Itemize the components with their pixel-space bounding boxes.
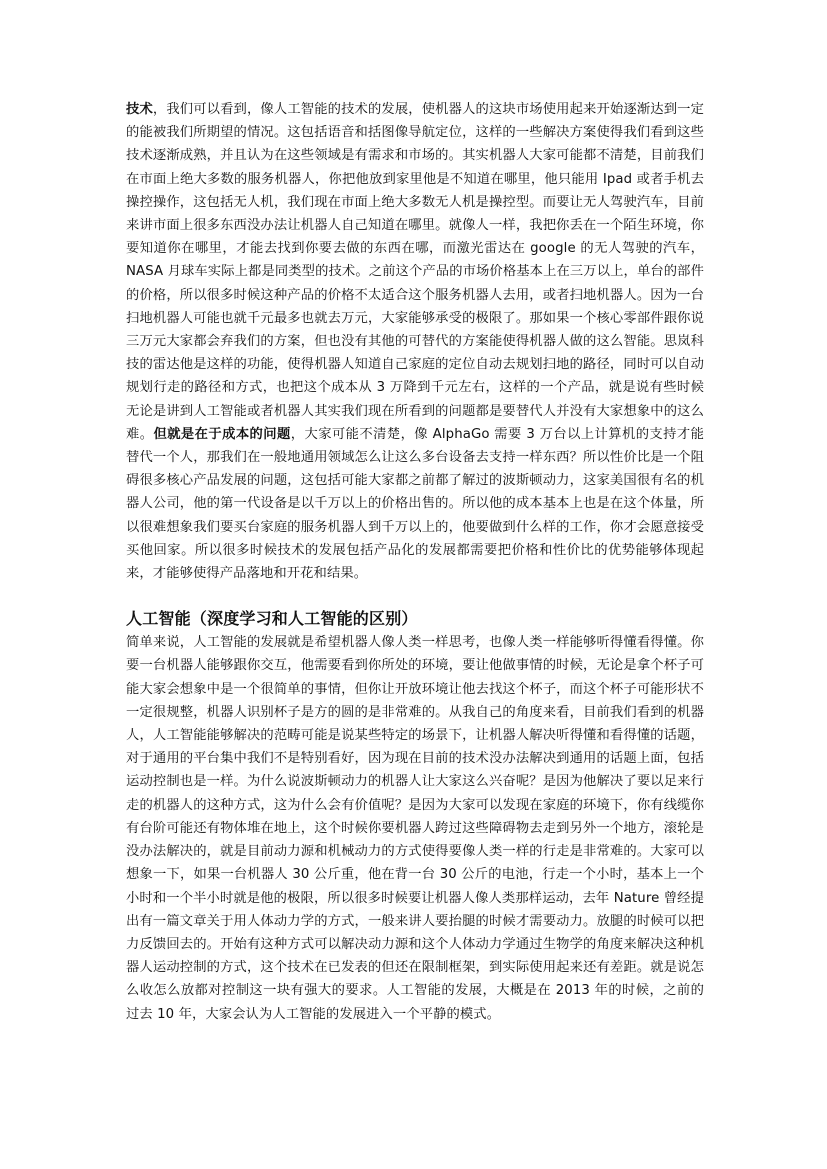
section-heading: 人工智能（深度学习和人工智能的区别） — [126, 609, 418, 629]
bold-lead-term: 技术 — [126, 102, 153, 117]
paragraph-text: ，大家可能不清楚，像 AlphaGo 需要 3 万台以上计算机的支持才能替代一个人，那我们在一般地通用领域怎么让这么多台设备去支持一样东西？所以性价比是一个阻碍很多核心产品发展的问题，这包括可能大家都之前都了解过的波斯顿动力，这家美国很有名的机器人公司，他的第一代设备是以千万以上的价格出售的。所以他的成本基本上也是在这个体量，所以很难想象我们要买台家庭的服务机器人到千万以上的，他要做到什么样的工作，你才会愿意接受买他回家。所以很多时候技术的发展包括产品化的发展都需要把价格和性价比的优势能够体现起来，才能够使得产品落地和开花和结果。 — [126, 426, 705, 582]
bold-emphasis: 但就是在于成本的问题 — [153, 426, 291, 442]
paragraph-technology-cost — [126, 98, 704, 585]
paragraph-text: ，我们可以看到，像人工智能的技术的发展，使机器人的这块市场使用起来开始逐渐达到一定的能被我们所期望的情况。这包括语音和括图像导航定位，这样的一些解决方案使得我们看到这些技术逐渐成熟，并且认为在这些领域是有需求和市场的。其实机器人大家可能都不清楚，目前我们在市面上绝大多数的服务机器人，你把他放到家里他是不知道在哪里，他只能用 Ipad 或者手机去操控操作，这包括无人机，我们现在市面上绝大多数无人机是操控型。而要让无人驾驶汽车，目前来讲市面上很多东西没办法让机器人自己知道在哪里。就像人一样，我把你丢在一个陌生环境，你要知道你在哪里，才能去找到你要去做的东西在哪，而激光雷达在 google 的无人驾驶的汽车，NASA 月球车实际上都是同类型的技术。之前这个产品的市场价格基本上在三万以上，单台的部件的价格，所以很多时候这种产品的价格不太适合这个服务机器人去用，或者扫地机器人。因为一台扫地机器人可能也就千元最多也就去万元，大家能够承受的极限了。那如果一个核心零部件跟你说三万元大家都会弃我们的方案，但也没有其他的可替代的方案能使得机器人做的这么智能。思岚科技的雷达他是这样的功能，使得机器人知道自己家庭的定位自动去规划扫地的路径，同时可以自动规划行走的路径和方式，也把这个成本从 3 万降到千元左右，这样的一个产品，就是说有些时候无论是讲到人工智能或者机器人其实我们现在所看到的问题都是要替代人并没有大家想象中的这么难。 — [126, 102, 704, 442]
page-content — [126, 98, 704, 1026]
paragraph-ai-development: 简单来说，人工智能的发展就是希望机器人像人类一样思考，也像人类一样能够听得懂看得懂。你要一台机器人能够跟你交互，他需要看到你所处的环境，要让他做事情的时候，无论是拿个杯子可能大家会想象中是一个很简单的事情，但你让开放环境让他去找这个杯子，而这个杯子可能形状不一定很规整，机器人识别杯子是方的圆的是非常难的。从我自己的角度来看，目前我们看到的机器人，人工智能能够解决的范畴可能是说某些特定的场景下，让机器人解决听得懂和看得懂的话题，对于通用的平台集中我们不是特别看好，因为现在目前的技术没办法解决到通用的话题上面，包括运动控制也是一样。为什么说波斯顿动力的机器人让大家这么兴奋呢？是因为他解决了要以足来行走的机器人的这种方式，这为什么会有价值呢？是因为大家可以发现在家庭的环境下，你有线缆你有台阶可能还有物体堆在地上，这个时候你要机器人跨过这些障碍物去走到另外一个地方，滚轮是没办法解决的，就是目前动力源和机械动力的方式使得要像人类一样的行走是非常难的。大家可以想象一下，如果一台机器人 30 公斤重，他在背一台 30 公斤的电池，行走一个小时，基本上一个小时和一个半小时就是他的极限，所以很多时候要让机器人像人类那样运动，去年 Nature 曾经提出有一篇文章关于用人体动力学的方式，一般来讲人要抬腿的时候才需要动力。放腿的时候可以把力反馈回去的。开始有这种方式可以解决动力源和这个人体动力学通过生物学的角度来解决这种机器人运动控制的方式，这个技术在已发表的但还在限制框架，到实际使用起来还有差距。就是说怎么收怎么放都对控制这一块有强大的要求。人工智能的发展，大概是在 2013 年的时候，之前的过去 10 年，大家会认为人工智能的发展进入一个平静的模式。 — [126, 635, 704, 1022]
